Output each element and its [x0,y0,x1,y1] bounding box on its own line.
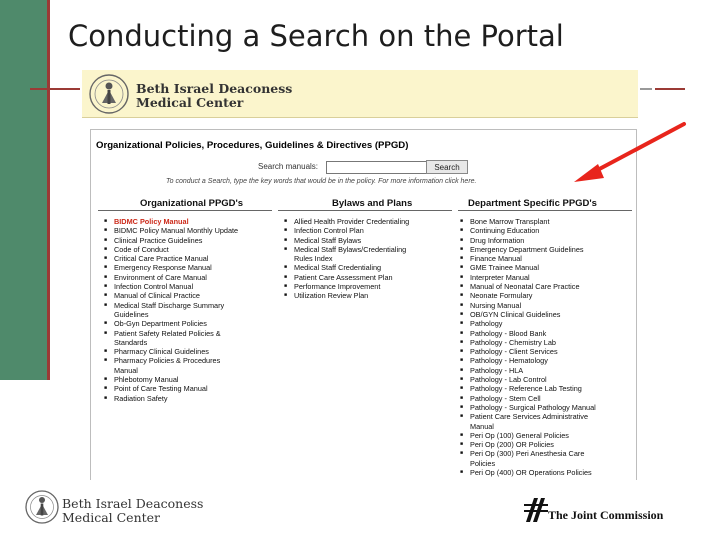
list-item[interactable]: ■ Pathology - Client Services [460,347,596,356]
footer-org-name-line2: Medical Center [62,510,161,525]
slide-left-accent-bar [0,0,47,380]
list-item[interactable]: ■ Pathology [460,319,596,328]
list-item[interactable]: ■ Environment of Care Manual [104,273,238,282]
list-item[interactable]: ■ Emergency Department Guidelines [460,245,596,254]
list-item[interactable]: ■ Interpreter Manual [460,273,596,282]
list-item[interactable]: ■ BIDMC Policy Manual Monthly Update [104,226,238,235]
list-item[interactable]: ■ Peri Op (100) General Policies [460,431,596,440]
list-item[interactable]: ■ Emergency Response Manual [104,263,238,272]
list-item[interactable]: ■ Performance Improvement [284,282,409,291]
list-item[interactable]: ■ Manual of Neonatal Care Practice [460,282,596,291]
list-item[interactable]: ■ Pathology - Hematology [460,356,596,365]
joint-commission-name: The Joint Commission [548,508,664,522]
list-item[interactable]: ■ GME Trainee Manual [460,263,596,272]
list-item[interactable]: ■ Patient Care Services Administrative [460,412,596,421]
list-item[interactable]: ■ Point of Care Testing Manual [104,384,238,393]
list-item[interactable]: ■ Peri Op (400) OR Operations Policies [460,468,596,477]
bylaws-and-plans-list [284,217,409,301]
list-item[interactable]: ■ Pathology - Surgical Pathology Manual [460,403,596,412]
list-item[interactable]: ■ Critical Care Practice Manual [104,254,238,263]
portal-screenshot [82,70,638,480]
portal-banner [82,70,638,118]
footer-bidmc-seal-logo-icon [24,488,60,526]
column-divider-organizational [98,210,272,211]
column-divider-department [458,210,632,211]
bidmc-seal-logo-icon [88,73,130,115]
list-item[interactable]: ■ Pharmacy Clinical Guidelines [104,347,238,356]
column-header-organizational: Organizational PPGD's [140,198,244,209]
list-item[interactable]: ■ Medical Staff Bylaws/Credentialing [284,245,409,254]
search-hint: To conduct a Search, type the key words that would be in the policy. For more information click here. [166,178,477,185]
list-item[interactable]: ■ Medical Staff Discharge Summary [104,301,238,310]
list-item[interactable]: ■ Medical Staff Bylaws [284,236,409,245]
list-item-continuation: Manual [114,365,138,375]
banner-org-name-line1: Beth Israel Deaconess [136,81,293,96]
list-item[interactable]: ■ Drug Information [460,236,596,245]
search-input[interactable] [326,161,428,174]
list-item[interactable]: ■ Pathology - Stem Cell [460,394,596,403]
list-item[interactable]: ■ Utilization Review Plan [284,291,409,300]
banner-org-name [136,82,292,110]
list-item[interactable]: ■ Peri Op (300) Peri Anesthesia Care [460,449,596,458]
title-rule-right-gray [640,88,652,90]
list-item[interactable]: ■ Allied Health Provider Credentialing [284,217,409,226]
list-item[interactable]: ■ Pathology - HLA [460,366,596,375]
list-item-continuation: Rules Index [294,254,333,264]
list-item[interactable]: ■ Finance Manual [460,254,596,263]
list-item[interactable]: ■ OB/GYN Clinical Guidelines [460,310,596,319]
list-item[interactable]: ■ Neonate Formulary [460,291,596,300]
list-item-continuation: Standards [114,337,148,347]
list-item[interactable]: ■ Pathology - Lab Control [460,375,596,384]
red-pointer-arrow-icon [560,112,700,192]
list-item[interactable]: ■ Clinical Practice Guidelines [104,236,238,245]
list-item[interactable]: ■ Radiation Safety [104,394,238,403]
slide-left-accent-edge [47,0,50,380]
list-item[interactable]: ■ BIDMC Policy Manual [104,217,238,226]
title-rule-left [30,88,80,90]
search-button[interactable]: Search [426,160,468,174]
page-title: Organizational Policies, Procedures, Guidelines & Directives (PPGD) [96,140,409,151]
footer-org-name [62,497,203,525]
slide-title: Conducting a Search on the Portal [68,19,564,53]
list-item[interactable]: ■ Pharmacy Policies & Procedures [104,356,238,365]
joint-commission-logo-icon [524,496,548,524]
list-item[interactable]: ■ Manual of Clinical Practice [104,291,238,300]
list-item[interactable]: ■ Medical Staff Credentialing [284,263,409,272]
banner-org-name-line2: Medical Center [136,95,244,110]
list-item[interactable]: ■ Phlebotomy Manual [104,375,238,384]
list-item[interactable]: ■ Bone Marrow Transplant [460,217,596,226]
list-item[interactable]: ■ Patient Safety Related Policies & [104,329,238,338]
search-label: Search manuals: [258,162,319,171]
list-item-continuation: Policies [470,458,496,468]
department-ppgd-list [460,217,596,477]
list-item[interactable]: ■ Ob-Gyn Department Policies [104,319,238,328]
list-item[interactable]: ■ Code of Conduct [104,245,238,254]
list-item[interactable]: ■ Peri Op (200) OR Policies [460,440,596,449]
column-divider-bylaws [278,210,452,211]
list-item[interactable]: ■ Pathology - Reference Lab Testing [460,384,596,393]
list-item[interactable]: ■ Pathology - Blood Bank [460,329,596,338]
title-rule-right [655,88,685,90]
column-header-bylaws: Bylaws and Plans [332,198,413,209]
list-item[interactable]: ■ Pathology - Chemistry Lab [460,338,596,347]
list-item[interactable]: ■ Infection Control Manual [104,282,238,291]
column-header-department: Department Specific PPGD's [468,198,597,209]
list-item[interactable]: ■ Patient Care Assessment Plan [284,273,409,282]
list-item[interactable]: ■ Infection Control Plan [284,226,409,235]
organizational-ppgd-list [104,217,238,403]
footer-org-name-line1: Beth Israel Deaconess [62,496,204,511]
list-item[interactable]: ■ Continuing Education [460,226,596,235]
list-item[interactable]: ■ Nursing Manual [460,301,596,310]
list-item-continuation: Manual [470,421,494,431]
list-item-continuation: Guidelines [114,309,149,319]
